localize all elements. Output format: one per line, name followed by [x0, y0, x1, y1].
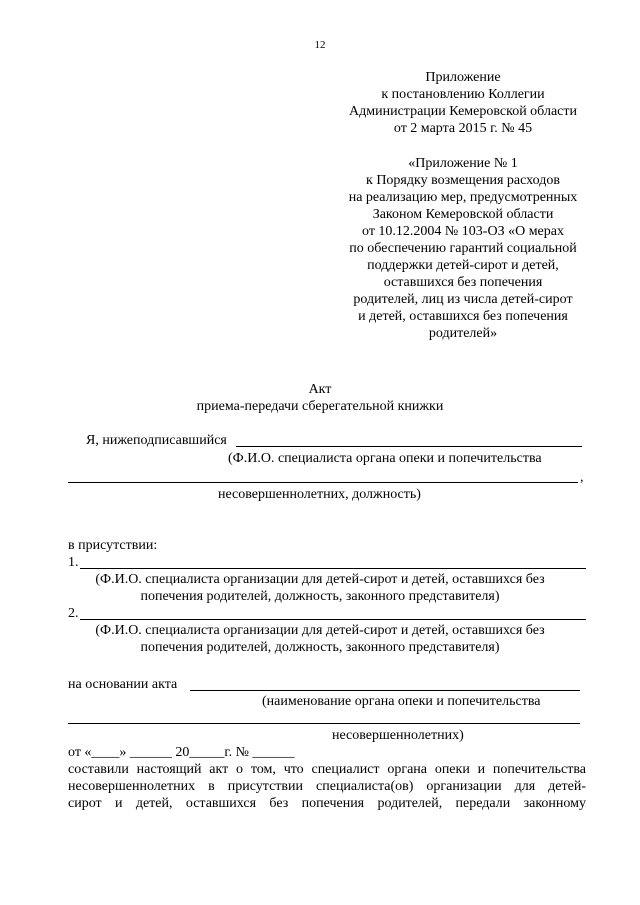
body-line: несовершеннолетних в присутствии специалиста(ов) организации для детей- — [68, 779, 586, 794]
presence-item-2-number: 2. — [68, 606, 79, 621]
appendix-ref-line: на реализацию мер, предусмотренных — [348, 190, 578, 205]
presence-item-1-caption-1: (Ф.И.О. специалиста организации для детей-сирот и детей, оставшихся без — [95, 572, 545, 587]
appendix-ref-line: к Порядку возмещения расходов — [366, 173, 560, 188]
appendix-ref-line: Законом Кемеровской области — [372, 207, 554, 222]
basis-caption-1: (наименование органа опеки и попечительства — [262, 694, 541, 709]
appendix-header-line: Администрации Кемеровской области — [349, 104, 577, 119]
appendix-ref-line: оставшихся без попечения — [383, 275, 543, 290]
presence-item-2-line — [80, 619, 586, 620]
appendix-ref-line: поддержки детей-сирот и детей, — [367, 258, 559, 273]
presence-item-1-caption-2: попечения родителей, должность, законного представителя) — [140, 589, 500, 604]
basis-date-line: от «____» ______ 20_____г. № ______ — [68, 745, 295, 760]
appendix-ref-line: «Приложение № 1 — [408, 156, 518, 171]
appendix-ref-line: от 10.12.2004 № 103-ОЗ «О мерах — [362, 224, 564, 239]
appendix-header — [318, 69, 608, 137]
act-subtitle: приема-передачи сберегательной книжки — [196, 399, 444, 414]
presence-item-2-caption-2: попечения родителей, должность, законного представителя) — [140, 640, 500, 655]
basis-label: на основании акта — [68, 677, 178, 692]
appendix-ref-line: по обеспечению гарантий социальной — [349, 241, 577, 256]
body-line: составили настоящий акт о том, что специалист органа опеки и попечительства — [68, 762, 586, 777]
signer-name-line — [236, 446, 582, 447]
presence-label: в присутствии: — [68, 538, 158, 553]
signer-position-line — [68, 482, 578, 483]
body-line: сирот и детей, оставшихся без попечения родителей, передали законному — [68, 796, 586, 811]
body-paragraph — [68, 761, 586, 812]
basis-second-line — [68, 723, 580, 724]
presence-item-1-line — [80, 568, 586, 569]
appendix-header-line: к постановлению Коллегии — [381, 87, 545, 102]
appendix-ref-line: родителей, лиц из числа детей-сирот — [353, 292, 573, 307]
signer-comma: , — [580, 470, 584, 485]
signer-caption-2: несовершеннолетних, должность) — [218, 487, 421, 502]
appendix-header-line: от 2 марта 2015 г. № 45 — [393, 121, 533, 136]
basis-caption-2: несовершеннолетних) — [332, 728, 464, 743]
act-title: Акт — [308, 382, 332, 397]
appendix-ref-line: и детей, оставшихся без попечения — [358, 309, 568, 324]
basis-authority-line — [190, 690, 580, 691]
signer-caption-1: (Ф.И.О. специалиста органа опеки и попечительства — [228, 451, 542, 466]
appendix-ref-line: родителей» — [428, 326, 498, 341]
appendix-header-line: Приложение — [425, 70, 501, 85]
signer-label: Я, нижеподписавшийся — [86, 433, 227, 448]
appendix-reference — [318, 155, 608, 342]
presence-item-1-number: 1. — [68, 555, 79, 570]
page-number: 12 — [314, 39, 326, 51]
presence-item-2-caption-1: (Ф.И.О. специалиста организации для детей-сирот и детей, оставшихся без — [95, 623, 545, 638]
